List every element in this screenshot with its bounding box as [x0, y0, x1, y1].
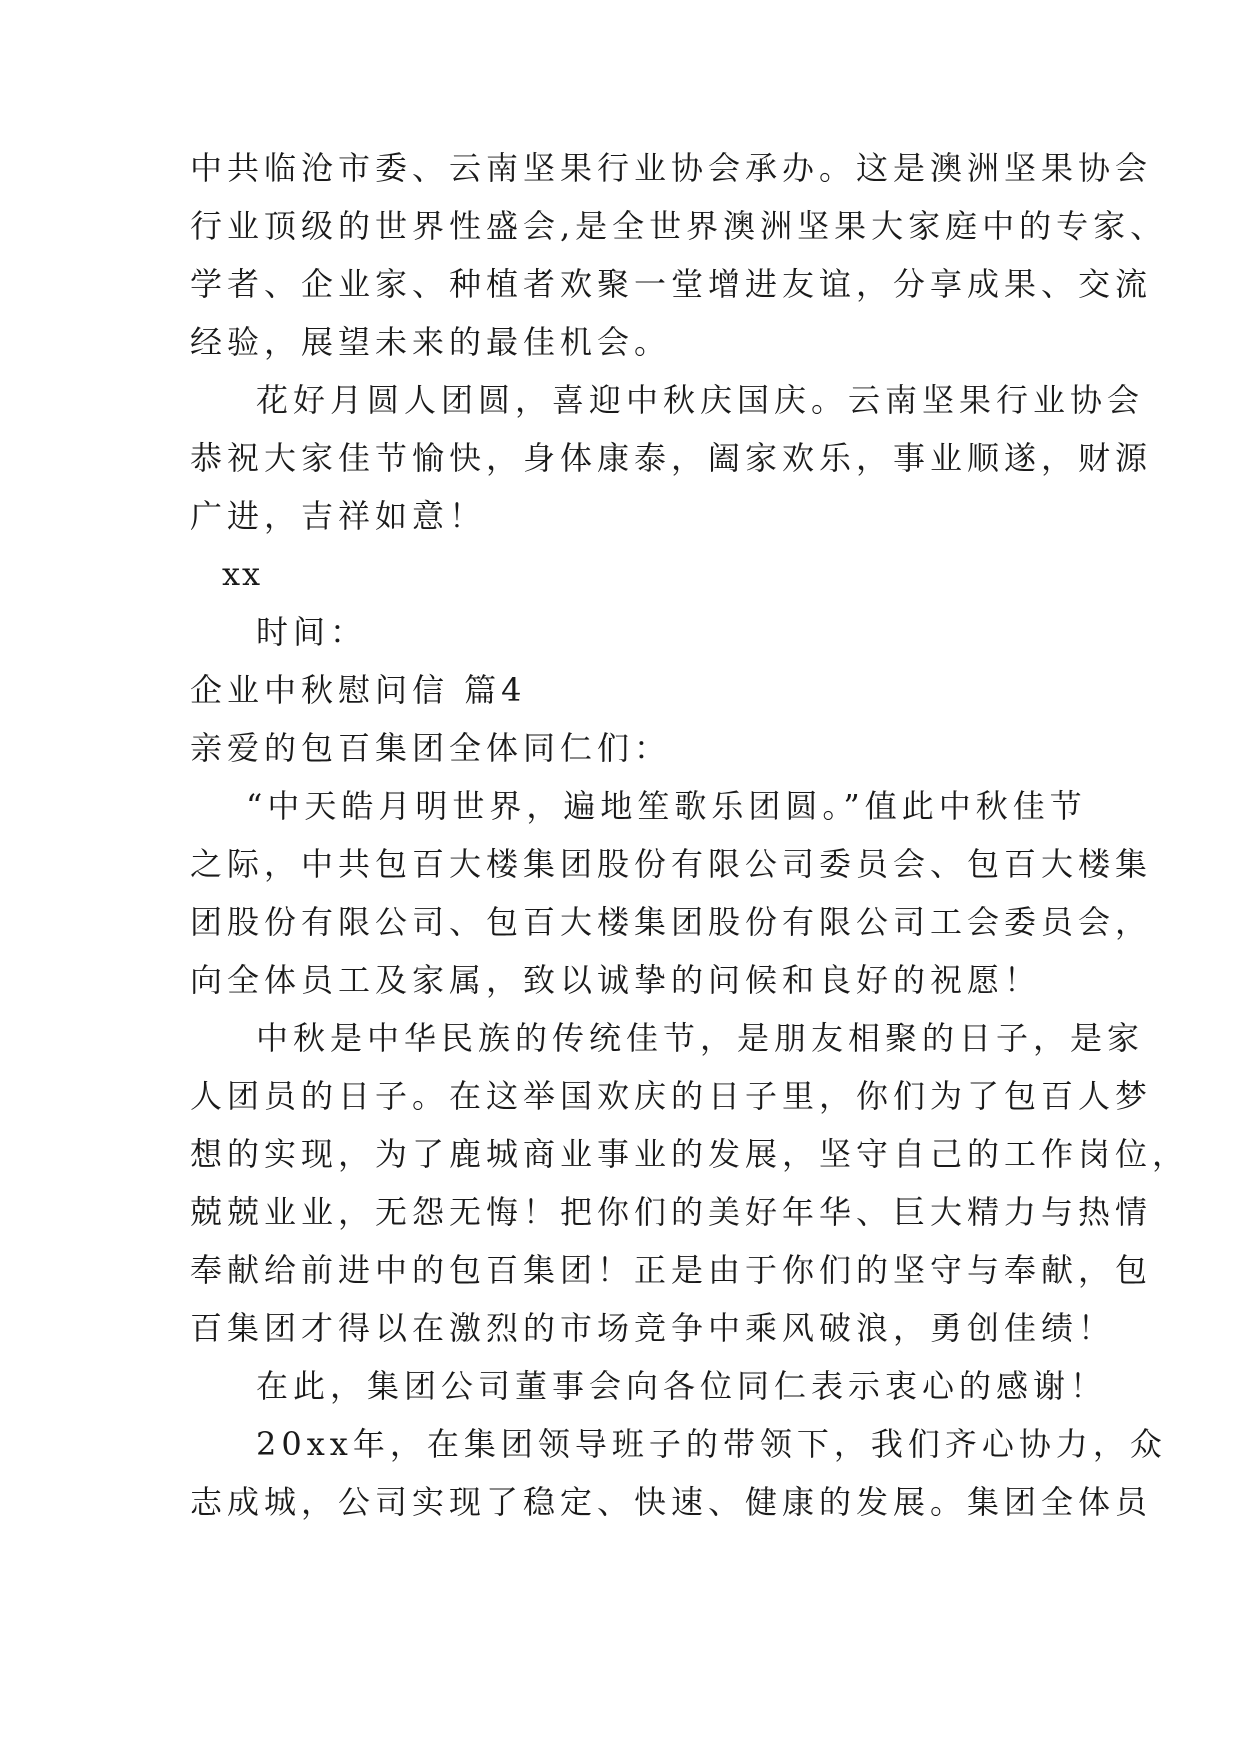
paragraph-line: 行业顶级的世界性盛会,是全世界澳洲坚果大家庭中的专家、 — [190, 207, 1168, 245]
paragraph-line: 中秋是中华民族的传统佳节，是朋友相聚的日子，是家 — [256, 1019, 1145, 1057]
paragraph-line: 人团员的日子。在这举国欢庆的日子里，你们为了包百人梦 — [190, 1077, 1153, 1115]
paragraph-line: 之际，中共包百大楼集团股份有限公司委员会、包百大楼集 — [190, 845, 1153, 883]
paragraph-line: 花好月圆人团圆，喜迎中秋庆国庆。云南坚果行业协会 — [256, 381, 1145, 419]
paragraph-line: 团股份有限公司、包百大楼集团股份有限公司工会委员会， — [190, 903, 1153, 941]
paragraph-line: 经验，展望未来的最佳机会。 — [190, 323, 672, 361]
paragraph-line: 兢兢业业，无怨无悔！把你们的美好年华、巨大精力与热情 — [190, 1193, 1153, 1231]
salutation: 亲爱的包百集团全体同仁们： — [190, 729, 672, 767]
date-label: 时间： — [256, 613, 368, 651]
section-title: 企业中秋慰问信 篇4 — [190, 671, 527, 709]
paragraph-line: 想的实现，为了鹿城商业事业的发展，坚守自己的工作岗位， — [190, 1135, 1190, 1173]
paragraph-line: 恭祝大家佳节愉快，身体康泰，阖家欢乐，事业顺遂，财源 — [190, 439, 1153, 477]
paragraph-line: 百集团才得以在激烈的市场竞争中乘风破浪，勇创佳绩！ — [190, 1309, 1116, 1347]
paragraph-line: 志成城，公司实现了稳定、快速、健康的发展。集团全体员 — [190, 1483, 1153, 1521]
paragraph-line: “中天皓月明世界，遍地笙歌乐团圆。”值此中秋佳节 — [246, 787, 1087, 825]
paragraph-line: 20xx年，在集团领导班子的带领下，我们齐心协力，众 — [256, 1425, 1167, 1463]
paragraph-line: 向全体员工及家属，致以诚挚的问候和良好的祝愿！ — [190, 961, 1042, 999]
signature-placeholder: xx — [222, 555, 263, 593]
paragraph-line: 中共临沧市委、云南坚果行业协会承办。这是澳洲坚果协会 — [190, 149, 1153, 187]
paragraph-line: 广进，吉祥如意！ — [190, 497, 487, 535]
paragraph-line: 学者、企业家、种植者欢聚一堂增进友谊，分享成果、交流 — [190, 265, 1153, 303]
paragraph-line: 在此，集团公司董事会向各位同仁表示衷心的感谢！ — [256, 1367, 1108, 1405]
paragraph-line: 奉献给前进中的包百集团！正是由于你们的坚守与奉献，包 — [190, 1251, 1153, 1289]
